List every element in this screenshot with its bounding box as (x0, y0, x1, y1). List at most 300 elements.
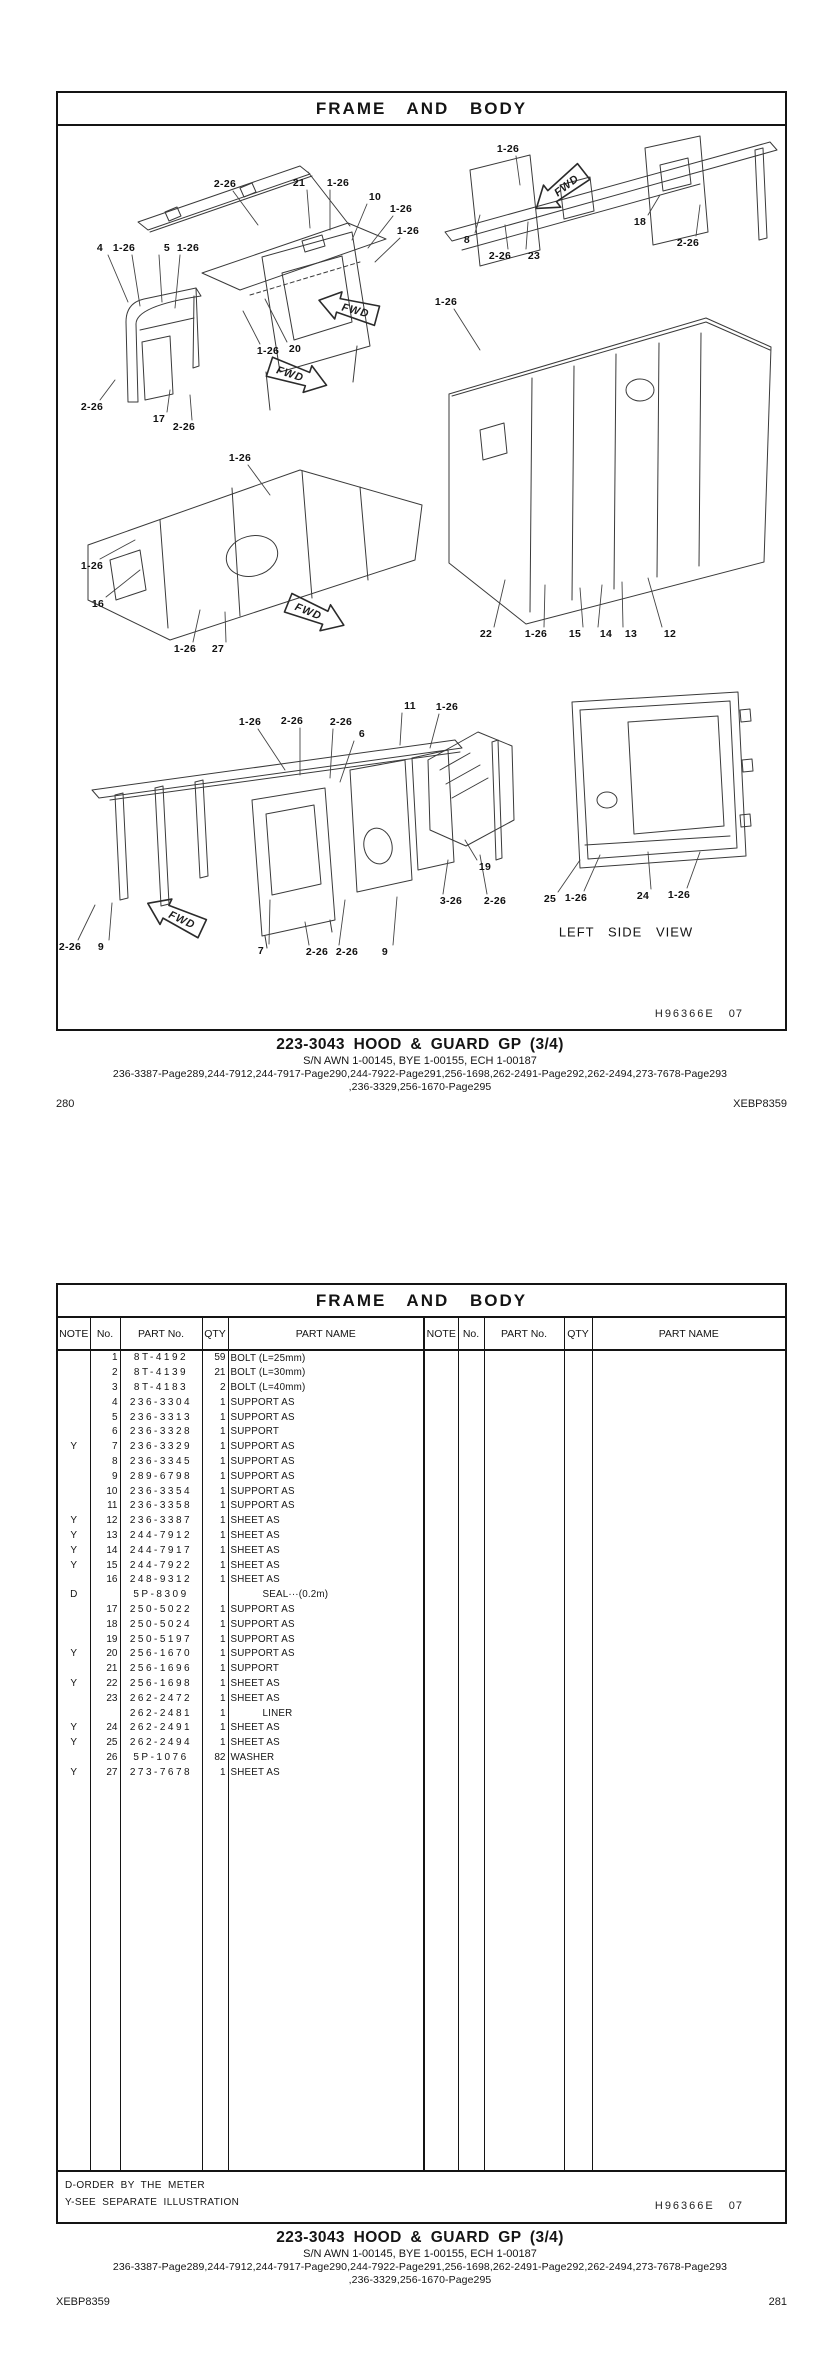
cell-qty: 1 (202, 1455, 228, 1470)
cell-part-no: 250-5024 (120, 1617, 202, 1632)
cell-part-name: SHEET AS (228, 1514, 424, 1529)
cell-note-right (424, 1440, 458, 1455)
cell-no: 10 (90, 1484, 120, 1499)
cell-part-no-right (484, 1721, 564, 1736)
cell-qty: 1 (202, 1543, 228, 1558)
cell-no-right (458, 1662, 484, 1677)
col-header-no-: No. (458, 1318, 484, 1350)
callout-label: 2-26 (305, 946, 329, 958)
cell-no: 27 (90, 1765, 120, 1780)
cell-empty (90, 1780, 120, 2170)
cell-note: Y (58, 1721, 90, 1736)
cell-part-name-right (592, 1617, 785, 1632)
cell-no: 17 (90, 1603, 120, 1618)
cell-note: D (58, 1588, 90, 1603)
cell-part-name: SUPPORT (228, 1662, 424, 1677)
cell-part-name-right (592, 1558, 785, 1573)
cell-qty-right (564, 1603, 592, 1618)
cell-no: 1 (90, 1350, 120, 1366)
cell-no: 2 (90, 1366, 120, 1381)
cell-qty-right (564, 1765, 592, 1780)
cell-qty: 1 (202, 1395, 228, 1410)
cell-part-no: 244-7912 (120, 1529, 202, 1544)
cell-note: Y (58, 1677, 90, 1692)
callout-label: 17 (152, 413, 166, 425)
callout-label: 1-26 (389, 203, 413, 215)
cell-no-right (458, 1543, 484, 1558)
cell-part-no: 262-2491 (120, 1721, 202, 1736)
callout-label: 24 (636, 890, 650, 902)
cell-part-no-right (484, 1366, 564, 1381)
cell-qty-right (564, 1647, 592, 1662)
cell-part-name-right (592, 1514, 785, 1529)
cell-note: Y (58, 1558, 90, 1573)
cell-part-name: SUPPORT AS (228, 1469, 424, 1484)
table-header-row (58, 1318, 785, 1350)
cell-qty-right (564, 1425, 592, 1440)
cell-qty: 1 (202, 1573, 228, 1588)
cell-part-name: SUPPORT (228, 1425, 424, 1440)
cell-part-no: 236-3329 (120, 1440, 202, 1455)
callout-label: 27 (211, 643, 225, 655)
callout-label: 15 (568, 628, 582, 640)
cell-no-right (458, 1706, 484, 1721)
callout-label: 23 (527, 250, 541, 262)
cell-qty: 1 (202, 1440, 228, 1455)
cell-part-no: 244-7917 (120, 1543, 202, 1558)
cell-part-no-right (484, 1499, 564, 1514)
cell-part-no: 236-3304 (120, 1395, 202, 1410)
table-row (58, 1455, 785, 1470)
cell-note: Y (58, 1543, 90, 1558)
cell-part-name: SUPPORT AS (228, 1632, 424, 1647)
cell-part-name: SHEET AS (228, 1573, 424, 1588)
cell-qty: 1 (202, 1603, 228, 1618)
callout-label: 2-26 (213, 178, 237, 190)
cell-part-name: SUPPORT AS (228, 1395, 424, 1410)
cell-part-no: 8T-4192 (120, 1350, 202, 1366)
cell-no-right (458, 1677, 484, 1692)
cell-part-no-right (484, 1558, 564, 1573)
cell-part-name-right (592, 1410, 785, 1425)
callout-label: 9 (381, 946, 389, 958)
cell-part-no: 244-7922 (120, 1558, 202, 1573)
cell-part-no-right (484, 1765, 564, 1780)
serial-line: S/N AWN 1-00145, BYE 1-00155, ECH 1-00187 (303, 1054, 537, 1067)
cell-part-name-right (592, 1529, 785, 1544)
note-d: D-ORDER BY THE METER (65, 2180, 205, 2191)
cell-part-no-right (484, 1603, 564, 1618)
callout-label: 11 (404, 700, 416, 712)
cell-part-name-right (592, 1765, 785, 1780)
cell-part-name-right (592, 1603, 785, 1618)
cell-part-no-right (484, 1529, 564, 1544)
cell-qty: 1 (202, 1469, 228, 1484)
cell-qty-right (564, 1469, 592, 1484)
callout-label: 1-26 (80, 560, 104, 572)
callout-label: 1-26 (238, 716, 262, 728)
note-y: Y-SEE SEPARATE ILLUSTRATION (65, 2197, 240, 2208)
callout-label: 1-26 (112, 242, 136, 254)
cell-part-no-right (484, 1410, 564, 1425)
cell-part-no-right (484, 1588, 564, 1603)
cell-no-right (458, 1588, 484, 1603)
cell-part-name: SUPPORT AS (228, 1603, 424, 1618)
col-header-no-: No. (90, 1318, 120, 1350)
cell-no: 9 (90, 1469, 120, 1484)
page-number: 280 (56, 1098, 75, 1110)
cell-no-right (458, 1425, 484, 1440)
cell-part-no: 256-1698 (120, 1677, 202, 1692)
cell-note-right (424, 1484, 458, 1499)
callout-label: 2-26 (172, 421, 196, 433)
callout-label: 1-26 (667, 889, 691, 901)
cell-note-right (424, 1425, 458, 1440)
cell-qty: 1 (202, 1484, 228, 1499)
cell-qty-right (564, 1691, 592, 1706)
cell-no: 8 (90, 1455, 120, 1470)
cell-part-name-right (592, 1573, 785, 1588)
cell-note: Y (58, 1647, 90, 1662)
cell-no: 23 (90, 1691, 120, 1706)
cell-note-right (424, 1662, 458, 1677)
cell-qty-right (564, 1499, 592, 1514)
cell-qty-right (564, 1484, 592, 1499)
cell-part-name: SUPPORT AS (228, 1455, 424, 1470)
cell-part-name: SHEET AS (228, 1736, 424, 1751)
table-row (58, 1573, 785, 1588)
cell-part-name-right (592, 1484, 785, 1499)
cell-part-name-right (592, 1721, 785, 1736)
cell-empty (120, 1780, 202, 2170)
callout-label: 2-26 (329, 716, 353, 728)
cell-part-name-right (592, 1381, 785, 1396)
cell-part-no-right (484, 1350, 564, 1366)
cell-part-name: BOLT (L=40mm) (228, 1381, 424, 1396)
callout-label: 2-26 (280, 715, 304, 727)
cell-qty: 2 (202, 1381, 228, 1396)
callout-label: 20 (288, 343, 302, 355)
cell-no: 19 (90, 1632, 120, 1647)
cell-no: 5 (90, 1410, 120, 1425)
cell-no: 7 (90, 1440, 120, 1455)
cell-note: Y (58, 1440, 90, 1455)
cell-part-name: BOLT (L=25mm) (228, 1350, 424, 1366)
callout-label: 5 (163, 242, 171, 254)
cell-part-no-right (484, 1632, 564, 1647)
table-row (58, 1588, 785, 1603)
cell-note (58, 1617, 90, 1632)
cell-note-right (424, 1558, 458, 1573)
cell-qty: 1 (202, 1558, 228, 1573)
callout-label: 1-26 (176, 242, 200, 254)
cell-no-right (458, 1469, 484, 1484)
callout-label: 1-26 (256, 345, 280, 357)
cell-part-name-right (592, 1366, 785, 1381)
cell-part-no: 236-3345 (120, 1455, 202, 1470)
cell-part-no-right (484, 1573, 564, 1588)
callout-label: 21 (292, 177, 306, 189)
cell-part-name: SUPPORT AS (228, 1617, 424, 1632)
cell-part-no-right (484, 1617, 564, 1632)
svg-text:FWD: FWD (552, 172, 582, 200)
cell-part-no: 289-6798 (120, 1469, 202, 1484)
table-row (58, 1632, 785, 1647)
callout-label: 2-26 (80, 401, 104, 413)
cell-part-no: 236-3387 (120, 1514, 202, 1529)
cell-note (58, 1603, 90, 1618)
serial-line: S/N AWN 1-00145, BYE 1-00155, ECH 1-00187 (303, 2247, 537, 2260)
cell-part-no: 256-1670 (120, 1647, 202, 1662)
cell-part-name: SUPPORT AS (228, 1484, 424, 1499)
cell-note-right (424, 1469, 458, 1484)
cell-part-no-right (484, 1484, 564, 1499)
cell-part-name-right (592, 1706, 785, 1721)
svg-text:FWD: FWD (292, 601, 324, 623)
cell-qty-right (564, 1588, 592, 1603)
callout-label: 1-26 (173, 643, 197, 655)
callout-label: 25 (543, 893, 557, 905)
ref-line-2: ,236-3329,256-1670-Page295 (348, 1081, 492, 1094)
sheet-page-280 (56, 91, 787, 1031)
cell-note-right (424, 1410, 458, 1425)
callout-label: 9 (97, 941, 105, 953)
ref-line-1: 236-3387-Page289,244-7912,244-7917-Page290,244-7922-Page291,256-1698,262-2491-Page292,262-2494,273-7678-Page293 (112, 1068, 728, 1081)
svg-text:FWD: FWD (274, 364, 306, 385)
cell-note-right (424, 1765, 458, 1780)
cell-note (58, 1395, 90, 1410)
cell-part-no-right (484, 1647, 564, 1662)
cell-note (58, 1469, 90, 1484)
cell-part-no-right (484, 1677, 564, 1692)
cell-empty (564, 1780, 592, 2170)
cell-part-name: SHEET AS (228, 1691, 424, 1706)
cell-note-right (424, 1366, 458, 1381)
table-row (58, 1765, 785, 1780)
cell-qty-right (564, 1558, 592, 1573)
cell-qty: 1 (202, 1632, 228, 1647)
table-row (58, 1484, 785, 1499)
table-row (58, 1440, 785, 1455)
cell-qty: 1 (202, 1662, 228, 1677)
cell-note (58, 1751, 90, 1766)
cell-part-no-right (484, 1751, 564, 1766)
cell-part-name: SUPPORT AS (228, 1440, 424, 1455)
cell-no: 13 (90, 1529, 120, 1544)
cell-part-no: 256-1696 (120, 1662, 202, 1677)
cell-empty (228, 1780, 424, 2170)
callout-label: 1-26 (496, 143, 520, 155)
callout-label: 1-26 (524, 628, 548, 640)
cell-part-name-right (592, 1751, 785, 1766)
cell-part-name-right (592, 1736, 785, 1751)
cell-no: 14 (90, 1543, 120, 1558)
cell-qty-right (564, 1514, 592, 1529)
cell-part-name-right (592, 1632, 785, 1647)
cell-no-right (458, 1381, 484, 1396)
cell-qty: 1 (202, 1765, 228, 1780)
doc-code: XEBP8359 (56, 2296, 110, 2308)
table-row (58, 1350, 785, 1366)
cell-note-right (424, 1691, 458, 1706)
cell-note-right (424, 1573, 458, 1588)
callout-label: 2-26 (58, 941, 82, 953)
cell-qty: 1 (202, 1677, 228, 1692)
cell-part-no: 5P-8309 (120, 1588, 202, 1603)
cell-no-right (458, 1410, 484, 1425)
cell-part-no-right (484, 1395, 564, 1410)
cell-note-right (424, 1588, 458, 1603)
cell-no: 24 (90, 1721, 120, 1736)
cell-part-name-right (592, 1440, 785, 1455)
callout-label: 6 (358, 728, 366, 740)
cell-no-right (458, 1514, 484, 1529)
cell-part-no: 5P-1076 (120, 1751, 202, 1766)
cell-note: Y (58, 1514, 90, 1529)
cell-note-right (424, 1617, 458, 1632)
cell-empty (58, 1780, 90, 2170)
callout-label: 13 (624, 628, 638, 640)
callout-label: 1-26 (396, 225, 420, 237)
doc-code: XEBP8359 (733, 1098, 787, 1110)
cell-qty-right (564, 1677, 592, 1692)
cell-note (58, 1691, 90, 1706)
cell-qty-right (564, 1381, 592, 1396)
cell-part-name: SUPPORT AS (228, 1647, 424, 1662)
cell-no-right (458, 1455, 484, 1470)
cell-no-right (458, 1603, 484, 1618)
table-row (58, 1721, 785, 1736)
left-side-view-label: LEFT SIDE VIEW (558, 924, 694, 940)
cell-part-no-right (484, 1691, 564, 1706)
cell-part-name: SHEET AS (228, 1543, 424, 1558)
cell-no-right (458, 1558, 484, 1573)
cell-part-name-right (592, 1647, 785, 1662)
cell-part-name: WASHER (228, 1751, 424, 1766)
col-header-note: NOTE (58, 1318, 90, 1350)
cell-note-right (424, 1499, 458, 1514)
cell-no: 11 (90, 1499, 120, 1514)
cell-qty: 1 (202, 1736, 228, 1751)
table-row (58, 1395, 785, 1410)
cell-part-no: 8T-4183 (120, 1381, 202, 1396)
cell-part-name: SHEET AS (228, 1677, 424, 1692)
callout-label: 2-26 (335, 946, 359, 958)
cell-part-name-right (592, 1662, 785, 1677)
cell-qty: 1 (202, 1647, 228, 1662)
cell-qty-right (564, 1366, 592, 1381)
cell-part-name: SHEET AS (228, 1765, 424, 1780)
svg-text:FWD: FWD (340, 301, 371, 321)
cell-no-right (458, 1691, 484, 1706)
col-header-note: NOTE (424, 1318, 458, 1350)
cell-note (58, 1350, 90, 1366)
cell-note-right (424, 1751, 458, 1766)
cell-no-right (458, 1647, 484, 1662)
cell-note (58, 1573, 90, 1588)
cell-part-no: 236-3358 (120, 1499, 202, 1514)
table-row (58, 1410, 785, 1425)
cell-part-name: SUPPORT AS (228, 1499, 424, 1514)
cell-part-name-right (592, 1543, 785, 1558)
cell-empty (424, 1780, 458, 2170)
cell-empty (592, 1780, 785, 2170)
cell-part-name: SHEET AS (228, 1558, 424, 1573)
cell-no (90, 1588, 120, 1603)
cell-part-name: SUPPORT AS (228, 1410, 424, 1425)
cell-qty-right (564, 1543, 592, 1558)
cell-note-right (424, 1736, 458, 1751)
cell-note (58, 1632, 90, 1647)
col-header-part-name: PART NAME (592, 1318, 785, 1350)
cell-part-no: 250-5022 (120, 1603, 202, 1618)
cell-part-no-right (484, 1381, 564, 1396)
cell-qty: 59 (202, 1350, 228, 1366)
table-row (58, 1425, 785, 1440)
plate-code: H96366E 07 (654, 2200, 743, 2212)
cell-qty-right (564, 1573, 592, 1588)
cell-no-right (458, 1484, 484, 1499)
cell-no-right (458, 1721, 484, 1736)
cell-no: 15 (90, 1558, 120, 1573)
cell-qty-right (564, 1736, 592, 1751)
callout-label: 1-26 (564, 892, 588, 904)
ref-line-1: 236-3387-Page289,244-7912,244-7917-Page290,244-7922-Page291,256-1698,262-2491-Page292,262-2494,273-7678-Page293 (112, 2261, 728, 2274)
cell-qty: 1 (202, 1529, 228, 1544)
cell-note-right (424, 1514, 458, 1529)
cell-no-right (458, 1617, 484, 1632)
cell-no: 16 (90, 1573, 120, 1588)
cell-no-right (458, 1751, 484, 1766)
cell-part-no: 236-3354 (120, 1484, 202, 1499)
sheet2-title: FRAME AND BODY (58, 1285, 785, 1318)
cell-qty-right (564, 1410, 592, 1425)
table-notes (58, 2170, 785, 2222)
table-row (58, 1617, 785, 1632)
callout-label: 3-26 (439, 895, 463, 907)
cell-note-right (424, 1721, 458, 1736)
cell-part-name-right (592, 1425, 785, 1440)
cell-no (90, 1706, 120, 1721)
col-header-qty: QTY (564, 1318, 592, 1350)
cell-qty (202, 1588, 228, 1603)
cell-part-no: 273-7678 (120, 1765, 202, 1780)
cell-note (58, 1706, 90, 1721)
cell-part-no: 236-3328 (120, 1425, 202, 1440)
cell-note (58, 1366, 90, 1381)
cell-no: 26 (90, 1751, 120, 1766)
cell-note-right (424, 1455, 458, 1470)
table-row (58, 1677, 785, 1692)
table-row (58, 1499, 785, 1514)
group-title: 223-3043 HOOD & GUARD GP (3/4) (276, 1036, 564, 1053)
cell-no-right (458, 1395, 484, 1410)
cell-part-name-right (592, 1350, 785, 1366)
cell-no: 22 (90, 1677, 120, 1692)
sheet1-title: FRAME AND BODY (58, 93, 785, 126)
table-row (58, 1603, 785, 1618)
title-block (0, 2229, 840, 2287)
cell-note-right (424, 1529, 458, 1544)
table-row (58, 1751, 785, 1766)
callout-label: 14 (599, 628, 613, 640)
cell-empty (202, 1780, 228, 2170)
cell-qty: 1 (202, 1410, 228, 1425)
cell-part-no: 248-9312 (120, 1573, 202, 1588)
page-footer (56, 1098, 787, 1110)
cell-no: 4 (90, 1395, 120, 1410)
table-row (58, 1691, 785, 1706)
